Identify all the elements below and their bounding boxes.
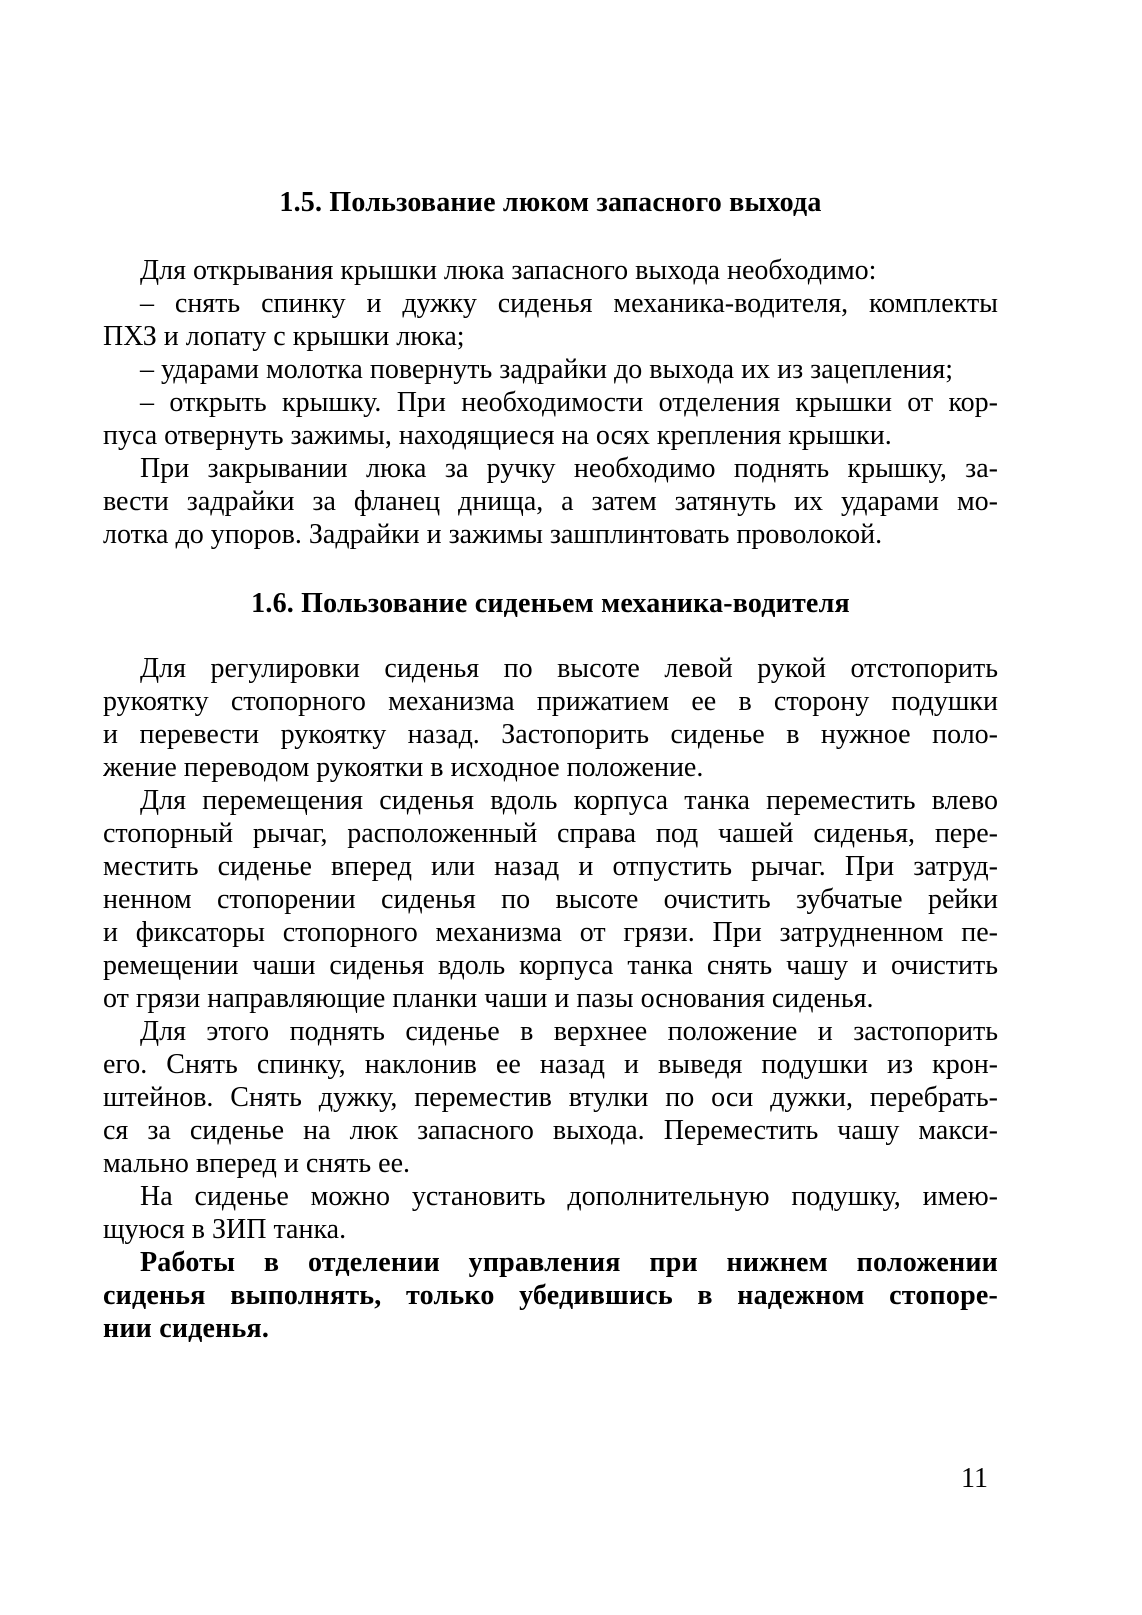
paragraph-line: сиденья выполнять, только убедившись в надежном стопоре- xyxy=(103,1280,998,1311)
paragraph-line: жение переводом рукоятки в исходное положение. xyxy=(103,752,704,783)
paragraph xyxy=(103,652,998,784)
paragraph xyxy=(103,1180,998,1246)
paragraph-line: – ударами молотка повернуть задрайки до выхода их из зацепления; xyxy=(140,354,954,385)
paragraph xyxy=(103,386,998,452)
paragraph xyxy=(103,287,998,353)
paragraph-line: лотка до упоров. Задрайки и зажимы зашплинтовать проволокой. xyxy=(103,519,883,550)
paragraph-line: стопорный рычаг, расположенный справа под чашей сиденья, пере- xyxy=(103,818,998,849)
paragraph-line: вести задрайки за фланец днища, а затем затянуть их ударами мо- xyxy=(103,486,998,517)
paragraph-line: и фиксаторы стопорного механизма от грязи. При затрудненном пе- xyxy=(103,917,998,948)
section xyxy=(103,587,998,1345)
paragraph-line: и перевести рукоятку назад. Застопорить сиденье в нужное поло- xyxy=(103,719,998,750)
paragraph-line: ся за сиденье на люк запасного выхода. Переместить чашу макси- xyxy=(103,1115,998,1146)
paragraph xyxy=(103,452,998,551)
paragraph-line: – снять спинку и дужку сиденья механика-водителя, комплекты xyxy=(140,288,998,319)
paragraph xyxy=(103,353,998,386)
paragraph-line: При закрывании люка за ручку необходимо поднять крышку, за- xyxy=(140,453,998,484)
paragraph xyxy=(103,1015,998,1180)
paragraph xyxy=(103,1246,998,1345)
paragraph-line: щуюся в ЗИП танка. xyxy=(103,1214,347,1245)
paragraph-line: На сиденье можно установить дополнительную подушку, имею- xyxy=(140,1181,998,1212)
paragraph-line: Для этого поднять сиденье в верхнее положение и застопорить xyxy=(140,1016,998,1047)
paragraph-line: от грязи направляющие планки чаши и пазы основания сиденья. xyxy=(103,983,874,1014)
paragraph-line: его. Снять спинку, наклонив ее назад и выведя подушки из крон- xyxy=(103,1049,998,1080)
paragraph-line: штейнов. Снять дужку, переместив втулки по оси дужки, перебрать- xyxy=(103,1082,998,1113)
paragraph-line: ненном стопорении сиденья по высоте очистить зубчатые рейки xyxy=(103,884,998,915)
paragraph-line: ремещении чаши сиденья вдоль корпуса танка снять чашу и очистить xyxy=(103,950,998,981)
paragraph xyxy=(103,254,998,287)
page-number: 11 xyxy=(961,1463,988,1494)
section-heading: 1.6. Пользование сиденьем механика-водителя xyxy=(251,588,850,619)
paragraph-line: местить сиденье вперед или назад и отпустить рычаг. При затруд- xyxy=(103,851,998,882)
page-content xyxy=(103,0,998,1345)
paragraph xyxy=(103,784,998,1015)
paragraph-line: – открыть крышку. При необходимости отделения крышки от кор- xyxy=(140,387,998,418)
paragraph-line: Для регулировки сиденья по высоте левой рукой отстопорить xyxy=(140,653,998,684)
paragraph-line: пуса отвернуть зажимы, находящиеся на осях крепления крышки. xyxy=(103,420,892,451)
paragraph-line: мально вперед и снять ее. xyxy=(103,1148,411,1179)
paragraph-line: нии сиденья. xyxy=(103,1313,270,1344)
paragraph-line: Для открывания крышки люка запасного выхода необходимо: xyxy=(140,255,877,286)
paragraph-line: Для перемещения сиденья вдоль корпуса танка переместить влево xyxy=(140,785,998,816)
section xyxy=(103,186,998,551)
paragraph-line: ПХЗ и лопату с крышки люка; xyxy=(103,321,465,352)
paragraph-line: Работы в отделении управления при нижнем положении xyxy=(140,1247,998,1278)
paragraph-line: рукоятку стопорного механизма прижатием ее в сторону подушки xyxy=(103,686,998,717)
section-heading: 1.5. Пользование люком запасного выхода xyxy=(279,187,822,218)
